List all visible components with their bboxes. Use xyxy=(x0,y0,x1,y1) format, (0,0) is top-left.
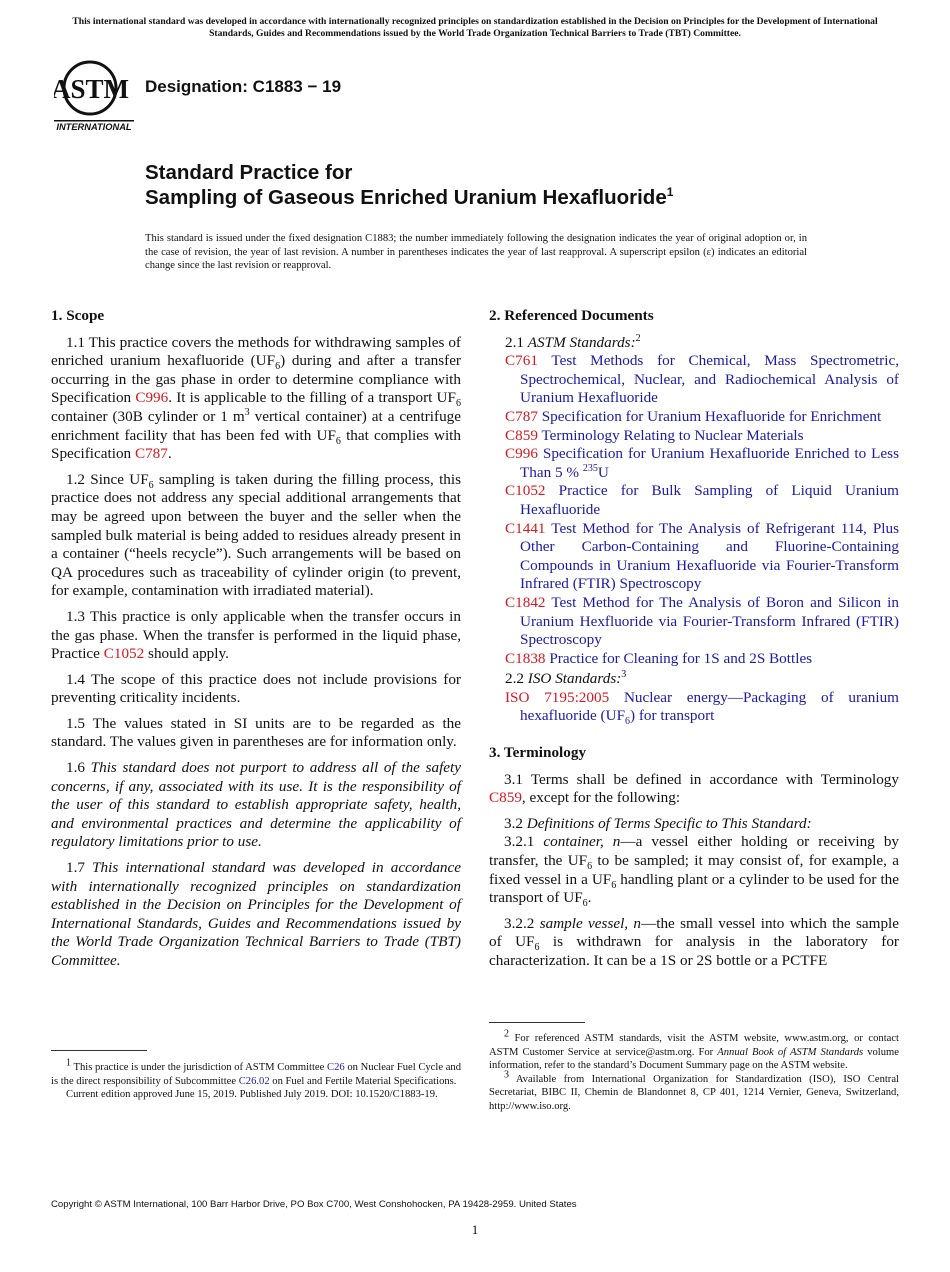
link-c996[interactable]: C996 xyxy=(135,389,169,407)
para-1-6: 1.6 This standard does not purport to address all of the safety concerns, if any, associated with its use. It is the responsibility of the user of this standard to establish appropriate safety, health, and environmental practices and determine the applicability of regulatory limitations prior to use. xyxy=(51,759,462,851)
title-footnote-mark: 1 xyxy=(666,185,674,200)
section-heading-scope: 1. Scope xyxy=(51,307,105,324)
footnote-2: $^2$ For referenced ASTM standards, visit the ASTM website, www.astm.org, or contact ASTM Customer Service at service@astm.org. For Annual Book of ASTM Standards volume information, refer to the standard’s Document Summary page on the ASTM website. xyxy=(489,1028,899,1072)
title-line-1: Standard Practice for xyxy=(145,161,353,184)
logo-text: INTERNATIONAL xyxy=(56,122,132,132)
footnote-3: $^3$ Available from International Organization for Standardization (ISO), ISO Central Secretariat, BIBC II, Chemin de Blandonnet 8, CP 401, 1214 Vernier, Geneva, Switzerland, http://www.iso.org. xyxy=(489,1069,899,1112)
link-c787[interactable]: C787 xyxy=(134,445,168,463)
logo-letters: ASTM xyxy=(54,74,130,104)
reference-item[interactable]: C787 Specification for Uranium Hexafluoride for Enrichment xyxy=(505,407,882,425)
section-heading-terminology: 3. Terminology xyxy=(489,744,587,762)
astm-standards-label: 2.1 ASTM Standards:$^2$ xyxy=(505,332,641,351)
right-column xyxy=(489,307,899,978)
link-c859[interactable]: C859 xyxy=(489,789,522,807)
designation: Designation: C1883 − 19 xyxy=(145,77,342,96)
footnote-1: $^1$ This practice is under the jurisdiction of ASTM Committee C26 on Nuclear Fuel Cycle and is the direct responsibility of Subcommittee C26.02 on Fuel and Fertile Material Specifications. xyxy=(51,1057,461,1087)
para-1-7: 1.7 This international standard was developed in accordance with internationally recognized principles on standardization established in the Decision on Principles for the Development of International Standards, Guides and Recommendations issued by the World Trade Organization Technical Barriers to Trade (TBT) Committee. xyxy=(51,859,462,969)
section-heading-referenced-documents: 2. Referenced Documents xyxy=(489,307,654,324)
page-number: 1 xyxy=(471,1222,479,1237)
footnote-rule-right xyxy=(489,1022,585,1023)
copyright: Copyright © ASTM International, 100 Barr Harbor Drive, PO Box C700, West Conshohocken, PA 19428-2959. United States xyxy=(51,1199,577,1210)
left-column xyxy=(51,307,461,978)
footnotes-right xyxy=(489,1028,899,1114)
para-1-1: 1.1 This practice covers the methods for withdrawing samples of enriched uranium hexafluoride $(UF_6)$ during and after a transfer occurring in the gas phase in order to determine compliance with Specification C996. It is applicable to the filling of a transport $UF_6$ container (30B cylinder or 1 $m^3$ vertical container) at a centrifuge enrichment facility that has been fed with $UF_6$ that complies with Specification C787. xyxy=(51,333,461,463)
issuance-note: This standard is issued under the fixed designation C1883; the number immediately following the designation indicates the year of original adoption or, in the case of revision, the year of last revision. A number in parentheses indicates the year of last reapproval. A superscript epsilon (ε) indicates an editorial change since the last revision or reapproval. xyxy=(145,233,807,272)
reference-item[interactable]: C761 Test Methods for Chemical, Mass Spectrometric, Spectrochemical, Nuclear, and Radiochemical Analysis of Uranium Hexafluoride xyxy=(505,352,899,407)
para-3-1: 3.1 Terms shall be defined in accordance with Terminology C859, except for the following: xyxy=(489,770,899,807)
reference-item[interactable]: C1441 Test Method for The Analysis of Refrigerant 114, Plus Other Carbon-Containing and Fluorine-Containing Compounds in Uranium Hexafluoride via Fourier-Transform Infrared (FTIR) Spectroscopy xyxy=(505,519,899,593)
reference-item[interactable]: C1838 Practice for Cleaning for 1S and 2S Bottles xyxy=(505,649,813,667)
document-title xyxy=(145,160,673,210)
reference-item[interactable]: C859 Terminology Relating to Nuclear Materials xyxy=(505,426,804,444)
reference-item-iso[interactable]: ISO 7195:2005 Nuclear energy—Packaging of uranium hexafluoride $(UF_6)$ for transport xyxy=(505,688,899,728)
tbt-notice: This international standard was developed in accordance with internationally recognized principles on standardization established in the Decision on Principles for the Development of International Standards, Guides and Recommendations issued by the World Trade Organization Technical Barriers to Trade (TBT) Committee. xyxy=(72,16,878,39)
link-c26-02[interactable]: C26.02 xyxy=(238,1075,270,1087)
link-c26[interactable]: C26 xyxy=(327,1062,345,1073)
iso-standards-label: 2.2 ISO Standards:$^3$ xyxy=(505,669,627,688)
reference-item[interactable]: C996 Specification for Uranium Hexafluoride Enriched to Less Than 5 % $^{235}$U xyxy=(505,445,899,481)
reference-item[interactable]: C1842 Test Method for The Analysis of Boron and Silicon in Uranium Hexfluoride via Fourier-Transform Infrared (FTIR) Spectroscopy xyxy=(505,593,899,649)
para-3-2-1: 3.2.1 container, n—a vessel either holding or receiving by transfer, the $UF_6$ to be sampled; it may consist of, for example, a fixed vessel in a $UF_6$ handling plant or a cylinder to be used for the transport of $UF_6$. xyxy=(489,833,900,910)
footnote-rule-left xyxy=(51,1050,147,1051)
para-1-3: 1.3 This practice is only applicable when the transfer occurs in the gas phase. When the transfer is performed in the liquid phase, Practice C1052 should apply. xyxy=(51,607,461,663)
astm-logo xyxy=(54,58,134,132)
para-1-5: 1.5 The values stated in SI units are to be regarded as the standard. The values given in parentheses are for information only. xyxy=(51,714,461,751)
para-3-2-2: 3.2.2 sample vessel, n—the small vessel into which the sample of $UF_6$ is withdrawn for analysis in the laboratory for characterization. It can be a 1S or 2S bottle or a PCTFE xyxy=(489,914,900,969)
footnotes-left xyxy=(51,1057,461,1102)
edition-note: Current edition approved June 15, 2019. Published July 2019. DOI: 10.1520/C1883-19. xyxy=(66,1089,438,1101)
astm-reference-list xyxy=(489,352,899,668)
link-c1052[interactable]: C1052 xyxy=(103,645,145,663)
para-3-2: 3.2 Definitions of Terms Specific to This Standard: xyxy=(504,814,812,832)
title-line-2: Sampling of Gaseous Enriched Uranium Hexafluoride$^1$ xyxy=(145,185,674,209)
para-1-4: 1.4 The scope of this practice does not include provisions for preventing criticality incidents. xyxy=(51,670,461,707)
para-1-2: 1.2 Since $UF_6$ sampling is taken during the filling process, this practice does not address any special additional arrangements that may be agreed upon between the buyer and the seller when the sampled bulk material is being added to residues already present in a container (“heels recycle”). Such arrangements will be based on QA procedures such as traceability of cylinder origin (to prevent, for example, contamination with irradiated material). xyxy=(51,470,462,600)
reference-item[interactable]: C1052 Practice for Bulk Sampling of Liquid Uranium Hexafluoride xyxy=(505,482,899,518)
